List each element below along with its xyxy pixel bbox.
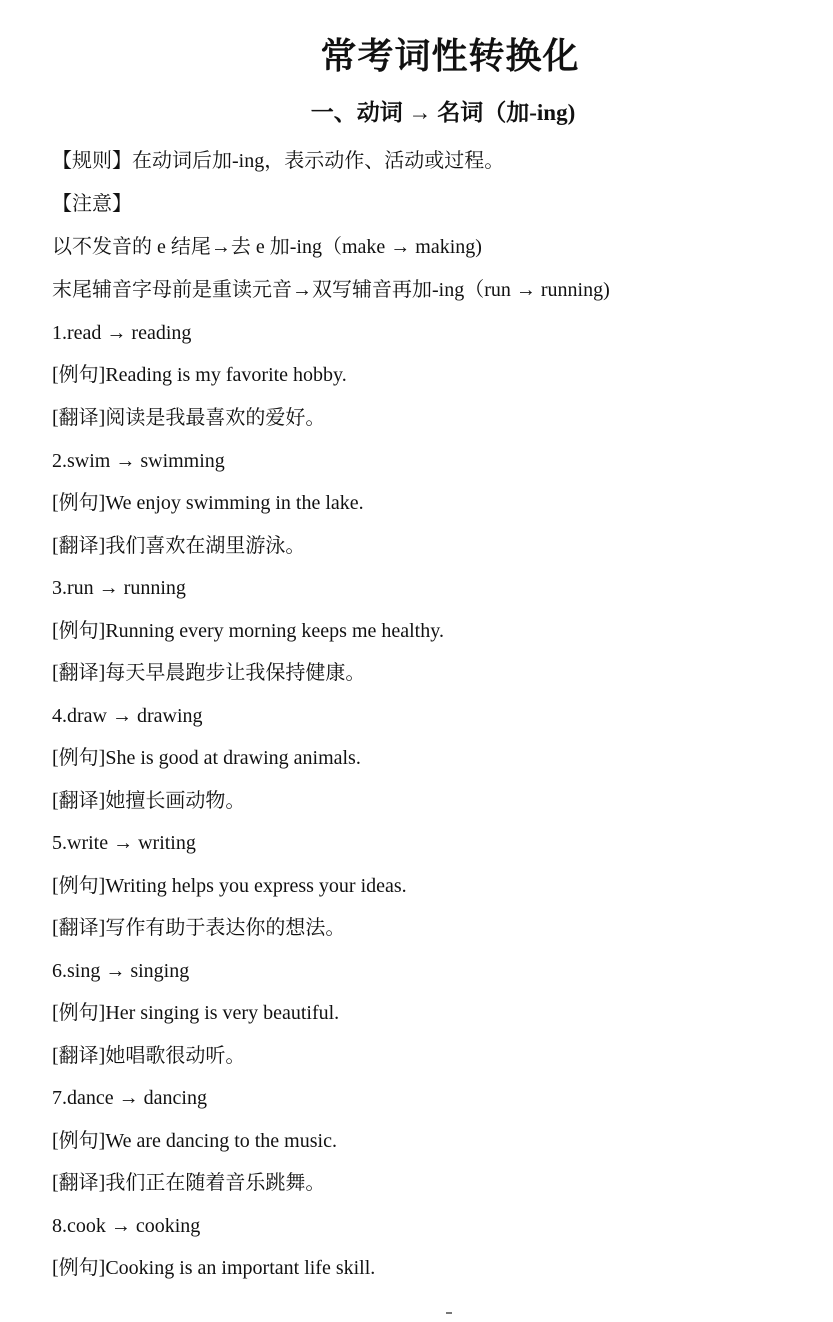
example-sentence: [例句]Reading is my favorite hobby.: [52, 364, 347, 386]
example-sentence: [例句]Writing helps you express your ideas.: [52, 875, 407, 897]
example-sentence: [例句]She is good at drawing animals.: [52, 747, 361, 769]
note-item: 以不发音的 e 结尾→去 e 加-ing（make → making): [52, 236, 482, 258]
example-sentence: [例句]Running every morning keeps me healthy.: [52, 620, 444, 642]
rule-text: 【规则】在动词后加-ing，表示动作、活动或过程。: [52, 150, 505, 172]
word-pair: 5.write → writing: [52, 832, 196, 854]
translation-sentence: [翻译]每天早晨跑步让我保持健康。: [52, 662, 366, 684]
example-sentence: [例句]Cooking is an important life skill.: [52, 1257, 376, 1279]
example-sentence: [例句]We enjoy swimming in the lake.: [52, 492, 364, 514]
translation-sentence: [翻译]我们喜欢在湖里游泳。: [52, 535, 306, 557]
document-title: 常考词性转换化: [320, 36, 580, 76]
example-sentence: [例句]Her singing is very beautiful.: [52, 1002, 340, 1024]
translation-sentence: [翻译]写作有助于表达你的想法。: [52, 917, 346, 939]
note-heading: 【注意】: [52, 193, 132, 215]
example-sentence: [例句]We are dancing to the music.: [52, 1130, 337, 1152]
translation-sentence: [翻译]她唱歌很动听。: [52, 1045, 246, 1067]
translation-sentence: [翻译]阅读是我最喜欢的爱好。: [52, 407, 326, 429]
word-pair: 3.run → running: [52, 577, 186, 599]
translation-sentence: [翻译]我们正在随着音乐跳舞。: [52, 1172, 326, 1194]
section-heading: 一、动词 → 名词（加-ing): [310, 100, 576, 125]
word-pair: 7.dance → dancing: [52, 1087, 207, 1109]
translation-sentence: [翻译]她擅长画动物。: [52, 790, 246, 812]
word-pair: 8.cook → cooking: [52, 1215, 201, 1237]
word-pair: 1.read → reading: [52, 322, 192, 344]
word-pair: 2.swim → swimming: [52, 450, 225, 472]
page-number-mark: [446, 1312, 452, 1314]
word-pair: 6.sing → singing: [52, 960, 190, 982]
note-item: 末尾辅音字母前是重读元音→双写辅音再加-ing（run → running): [52, 279, 610, 301]
word-pair: 4.draw → drawing: [52, 705, 203, 727]
